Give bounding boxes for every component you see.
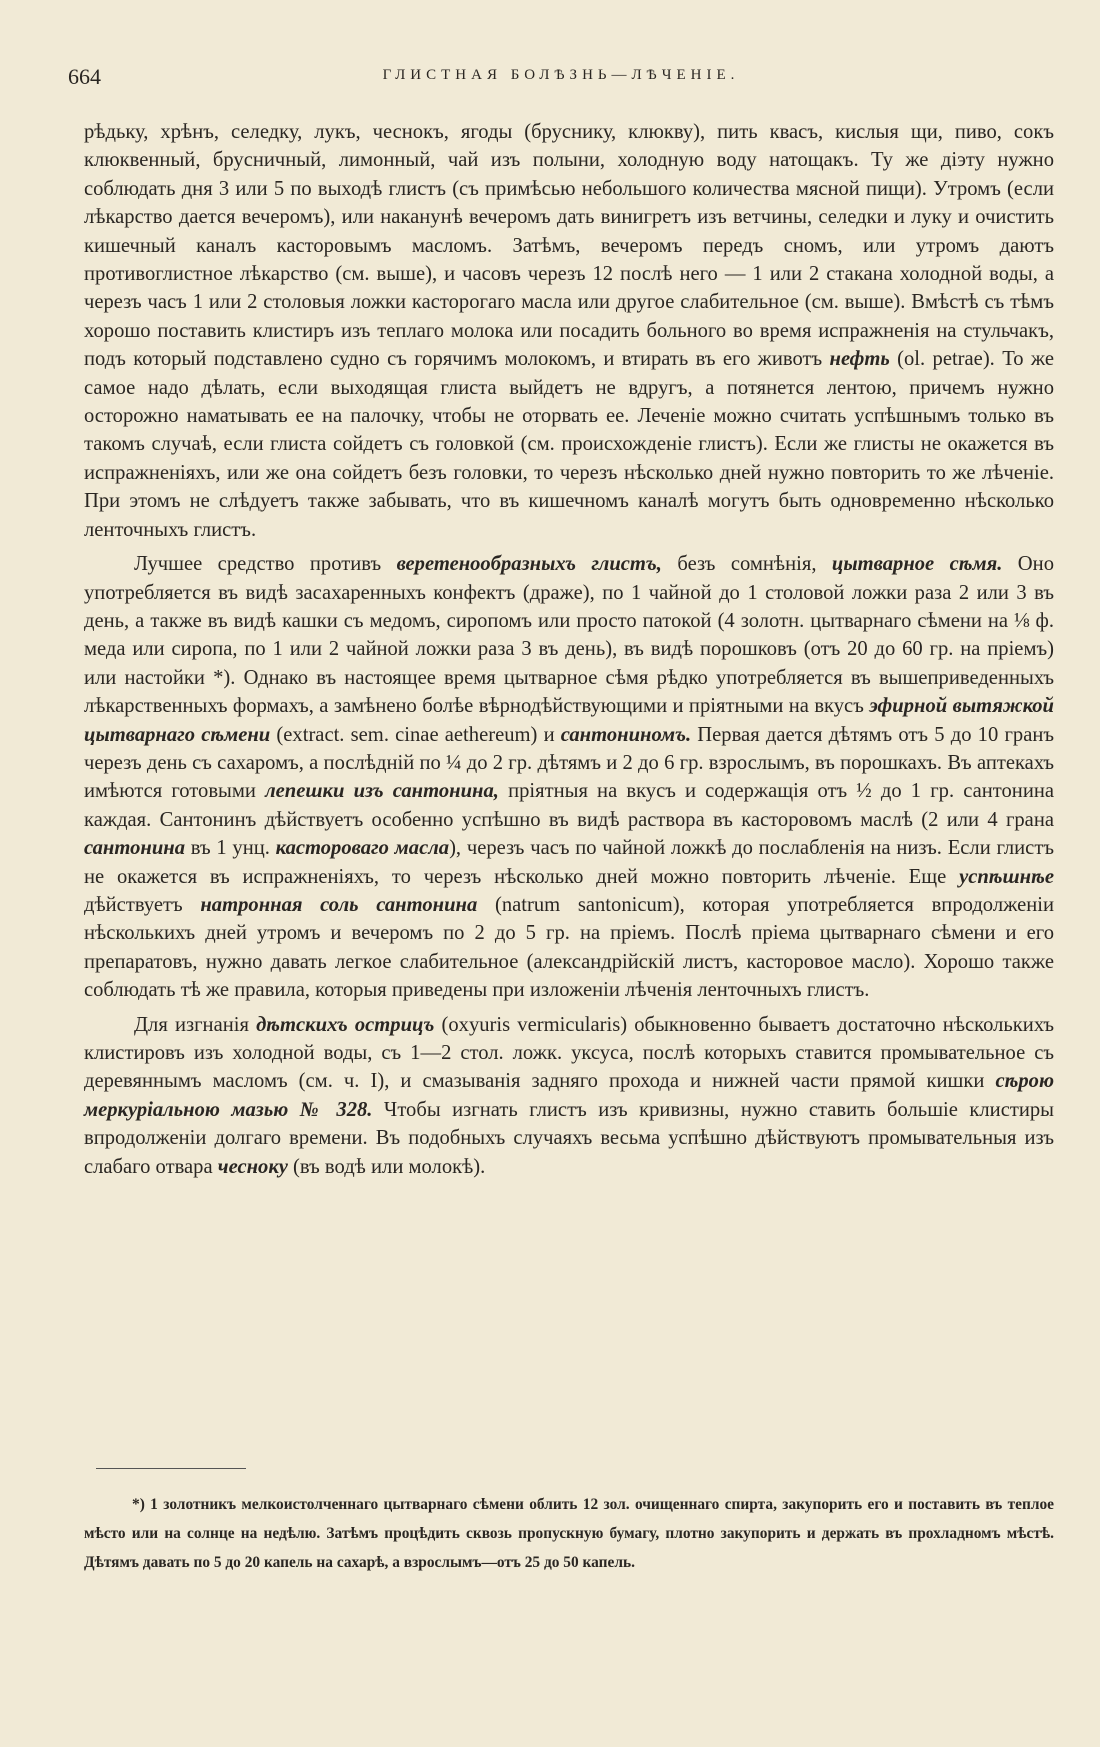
text-run: (oxyuris vermicularis) обыкновенно бываетъ достаточно нѣсколькихъ клистировъ изъ холодной воды, съ 1—2 стол. ложк. уксуса, послѣ которыхъ ставится промывательное съ деревяннымъ масломъ (см. ч. I), и смазыванія задняго прохода и нижней части прямой кишки [84, 1013, 1054, 1093]
paragraph-roundworms [84, 550, 1054, 1005]
body-text [84, 118, 1054, 1181]
emphasis-term: касторовагo масла [275, 837, 450, 860]
emphasis-term: цытварное сѣмя. [831, 553, 1003, 576]
text-run: (въ водѣ или молокѣ). [287, 1155, 486, 1178]
running-title: ГЛИСТНАЯ БОЛѢЗНЬ—ЛѢЧЕНІЕ. [382, 67, 740, 83]
text-run: Первая дается дѣтямъ отъ 5 до 10 гранъ черезъ день съ сахаромъ, а послѣдній по ¼ до 2 гр. дѣтямъ и 2 до 6 гр. взрослымъ, въ порошкахъ. Въ аптекахъ имѣются готовыми [84, 723, 1055, 803]
emphasis-term: лепешки изъ сантонина, [265, 780, 499, 803]
emphasis-term: веретенообразныхъ глистъ, [396, 553, 662, 576]
text-run: дѣйствуетъ [84, 893, 201, 916]
text-run: Чтобы изгнать глистъ изъ кривизны, нужно ставить большіе клистиры впродолженіи долгаго времени. Въ подобныхъ случаяхъ весьма успѣшно дѣйствуютъ промывательныя изъ слабаго отвара [84, 1098, 1054, 1178]
emphasis-term: сантониномъ. [560, 723, 692, 746]
text-run: (natrum santonicum), которая употребляется впродолженіи нѣсколькихъ дней утромъ и вечеромъ по 2 до 5 гр. на пріемъ. Послѣ пріема цытварнаго сѣмени и его препаратовъ, нужно давать легкое слабительное (александрійскій листъ, касторовое масло). Хорошо также соблюдать тѣ же правила, которыя приведены при изложеніи лѣченія ленточныхъ глистъ. [84, 893, 1054, 1002]
footnote: *) 1 золотникъ мелкоистолченнаго цытварнаго сѣмени облить 12 зол. очищеннаго спирта, закупорить его и поставить въ теплое мѣсто или на солнце на недѣлю. Затѣмъ процѣдить сквозь пропускную бумагу, плотно закупорить и держать въ прохладномъ мѣстѣ. Дѣтямъ давать по 5 до 20 капель на сахарѣ, а взрослымъ—отъ 25 до 50 капель. [84, 1496, 1054, 1571]
text-run: пріятныя на вкусъ и содержащія отъ ½ до 1 гр. сантонина каждая. Сантонинъ дѣйствуетъ особенно успѣшно въ видѣ раствора въ касторовомъ маслѣ (2 или 4 грана [84, 780, 1055, 831]
page-header [68, 64, 1054, 94]
text-run: Для изгнанія [134, 1013, 257, 1036]
paragraph-diet-treatment [84, 118, 1054, 544]
emphasis-term: успѣшнѣе [959, 865, 1054, 888]
footnote-divider [96, 1468, 246, 1469]
text-run: безъ сомнѣнія, [661, 553, 832, 576]
emphasis-term: чесноку [217, 1155, 288, 1178]
text-run: Лучшее средство противъ [134, 553, 397, 576]
emphasis-term: сѣрою меркуріальною мазью № 328. [84, 1070, 1054, 1121]
emphasis-term: эфирной вытяжкой цытварнаго сѣмени [84, 695, 1055, 746]
text-run: (extract. sem. cinae aethereum) и [270, 723, 561, 746]
text-run: рѣдьку, хрѣнъ, селедку, лукъ, чеснокъ, ягоды (бруснику, клюкву), пить квасъ, кислыя щи, пиво, сокъ клюквенный, брусничный, лимонный, чай изъ полыни, холодную воду натощакъ. Ту же діэту нужно соблюдать дня 3 или 5 по выходѣ глистъ (съ примѣсью небольшого количества мясной пищи). Утромъ (если лѣкарство дается вечеромъ), или наканунѣ вечеромъ дать винигретъ изъ ветчины, селедки и луку и очистить кишечный каналъ касторовымъ масломъ. Затѣмъ, вечеромъ передъ сномъ, или утромъ даютъ противоглистное лѣкарство (см. выше), и часовъ черезъ 12 послѣ него — 1 или 2 стакана холодной воды, а черезъ часъ 1 или 2 столовыя ложки касторогаго масла или другое слабительное (см. выше). Вмѣстѣ съ тѣмъ хорошо поставить клистиръ изъ теплаго молока или посадить больного во время испражненія на стульчакъ, подъ который подставлено судно съ горячимъ молокомъ, и втирать въ его животъ [84, 121, 1054, 371]
paragraph-pinworms [84, 1011, 1054, 1181]
text-run: Оно употребляется въ видѣ засахаренныхъ конфектъ (драже), по 1 чайной до 1 столовой ложки раза 2 или 3 въ день, а также въ видѣ кашки съ медомъ, сиропомъ или просто патокой (4 золотн. цытварнаго сѣмени на ⅛ ф. меда или сиропа, по 1 или 2 чайной ложки раза 3 въ день), въ видѣ порошковъ (отъ 20 до 60 гр. на пріемъ) или настойки *). Однако въ настоящее время цытварное сѣмя рѣдко употребляется въ вышеприведенныхъ лѣкарственныхъ формахъ, а замѣнено болѣе вѣрнодѣйствующими и пріятными на вкусъ [84, 553, 1054, 718]
emphasis-term: сантонина [84, 837, 185, 860]
text-run: (ol. petrae). То же самое надо дѣлать, если выходящая глиста выйдетъ не вдругъ, а потянется лентою, причемъ нужно осторожно наматывать ее на палочку, чтобы не оторвать ее. Леченіе можно считать успѣшнымъ только въ такомъ случаѣ, если глиста сойдетъ съ головкой (см. происхожденіе глистъ). Если же глисты не окажется въ испражненіяхъ, или же она сойдетъ безъ головки, то черезъ нѣсколько дней нужно повторить то же лѣченіе. При этомъ не слѣдуетъ также забывать, что въ кишечномъ каналѣ могутъ быть одновременно нѣсколько ленточныхъ глистъ. [84, 348, 1054, 541]
emphasis-term: нефть [829, 348, 890, 371]
text-run: ), черезъ часъ по чайной ложкѣ до послабленія на низъ. Если глистъ не окажется въ испражненіяхъ, то черезъ нѣсколько дней можно повторить лѣченіе. Еще [84, 837, 1054, 888]
text-run: въ 1 унц. [185, 837, 276, 860]
emphasis-term: натронная соль сантонина [200, 893, 478, 916]
page-number: 664 [68, 64, 101, 89]
emphasis-term: дѣтскихъ острицъ [256, 1013, 435, 1036]
